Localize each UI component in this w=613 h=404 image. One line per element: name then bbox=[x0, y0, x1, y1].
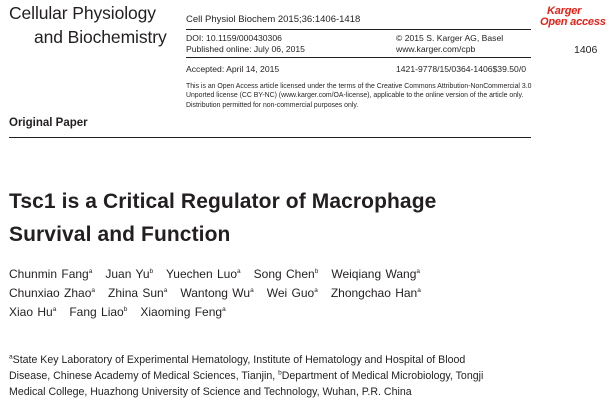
author: Wantong Wu$^a$ bbox=[180, 286, 254, 300]
affiliation-line-2: Disease, Chinese Academy of Medical Sciences, Tianjin, $^b$Department of Medical Microbiology, Tongji bbox=[9, 369, 484, 382]
affiliation-line-1: $^a$State Key Laboratory of Experimental Hematology, Institute of Hematology and Hospital of Blood bbox=[9, 353, 466, 366]
author-line-3 bbox=[9, 305, 226, 319]
issn: 1421-9778/15/0364-1406$39.50/0 bbox=[396, 64, 526, 74]
accepted-date: Accepted: April 14, 2015 bbox=[186, 64, 280, 74]
author-line-2 bbox=[9, 286, 421, 300]
author: Yuechen Luo$^a$ bbox=[165, 267, 241, 281]
doi: DOI: 10.1159/000430306 bbox=[186, 33, 282, 43]
author: Xiao Hu$^a$ bbox=[9, 305, 57, 319]
section-label: Original Paper bbox=[9, 117, 88, 129]
journal-name-line2: and Biochemistry bbox=[34, 27, 167, 47]
header-rule-1 bbox=[186, 29, 531, 30]
author: Weiqiang Wang$^a$ bbox=[331, 267, 421, 281]
page-number: 1406 bbox=[574, 44, 598, 56]
author: Juan Yu$^b$ bbox=[105, 267, 154, 281]
journal-url[interactable]: www.karger.com/cpb bbox=[396, 44, 476, 54]
open-access-notice: This is an Open Access article licensed under the terms of the Creative Commons Attribution-NonCommercial 3.0 Unported license (CC BY-NC) (www.karger.com/OA-license), applicable to the online version of the article only. Distribution permitted for non-commercial purposes only. bbox=[186, 83, 532, 109]
section-rule bbox=[9, 137, 531, 138]
article-title-line1: Tsc1 is a Critical Regulator of Macrophage bbox=[9, 190, 437, 213]
author: Wei Guo$^a$ bbox=[266, 286, 318, 300]
author: Fang Liao$^b$ bbox=[69, 305, 128, 319]
header-rule-2 bbox=[186, 57, 531, 58]
copyright: © 2015 S. Karger AG, Basel bbox=[396, 33, 504, 43]
article-title-line2: Survival and Function bbox=[9, 223, 231, 246]
author: Chunxiao Zhao$^a$ bbox=[9, 286, 96, 300]
affiliation-line-3: Medical College, Huazhong University of Science and Technology, Wuhan, P.R. China bbox=[9, 386, 412, 398]
karger-logo-line2: Open access bbox=[540, 16, 606, 28]
karger-logo-line1: Karger bbox=[547, 5, 582, 17]
citation: Cell Physiol Biochem 2015;36:1406-1418 bbox=[186, 14, 361, 25]
published-date: Published online: July 06, 2015 bbox=[186, 44, 305, 54]
author: Zhongchao Han$^a$ bbox=[330, 286, 421, 300]
author: Xiaoming Feng$^a$ bbox=[140, 305, 226, 319]
journal-name-line1: Cellular Physiology bbox=[9, 3, 156, 23]
author: Zhina Sun$^a$ bbox=[108, 286, 168, 300]
author-line-1 bbox=[9, 267, 420, 281]
author: Chunmin Fang$^a$ bbox=[9, 267, 93, 281]
author: Song Chen$^b$ bbox=[253, 267, 319, 281]
